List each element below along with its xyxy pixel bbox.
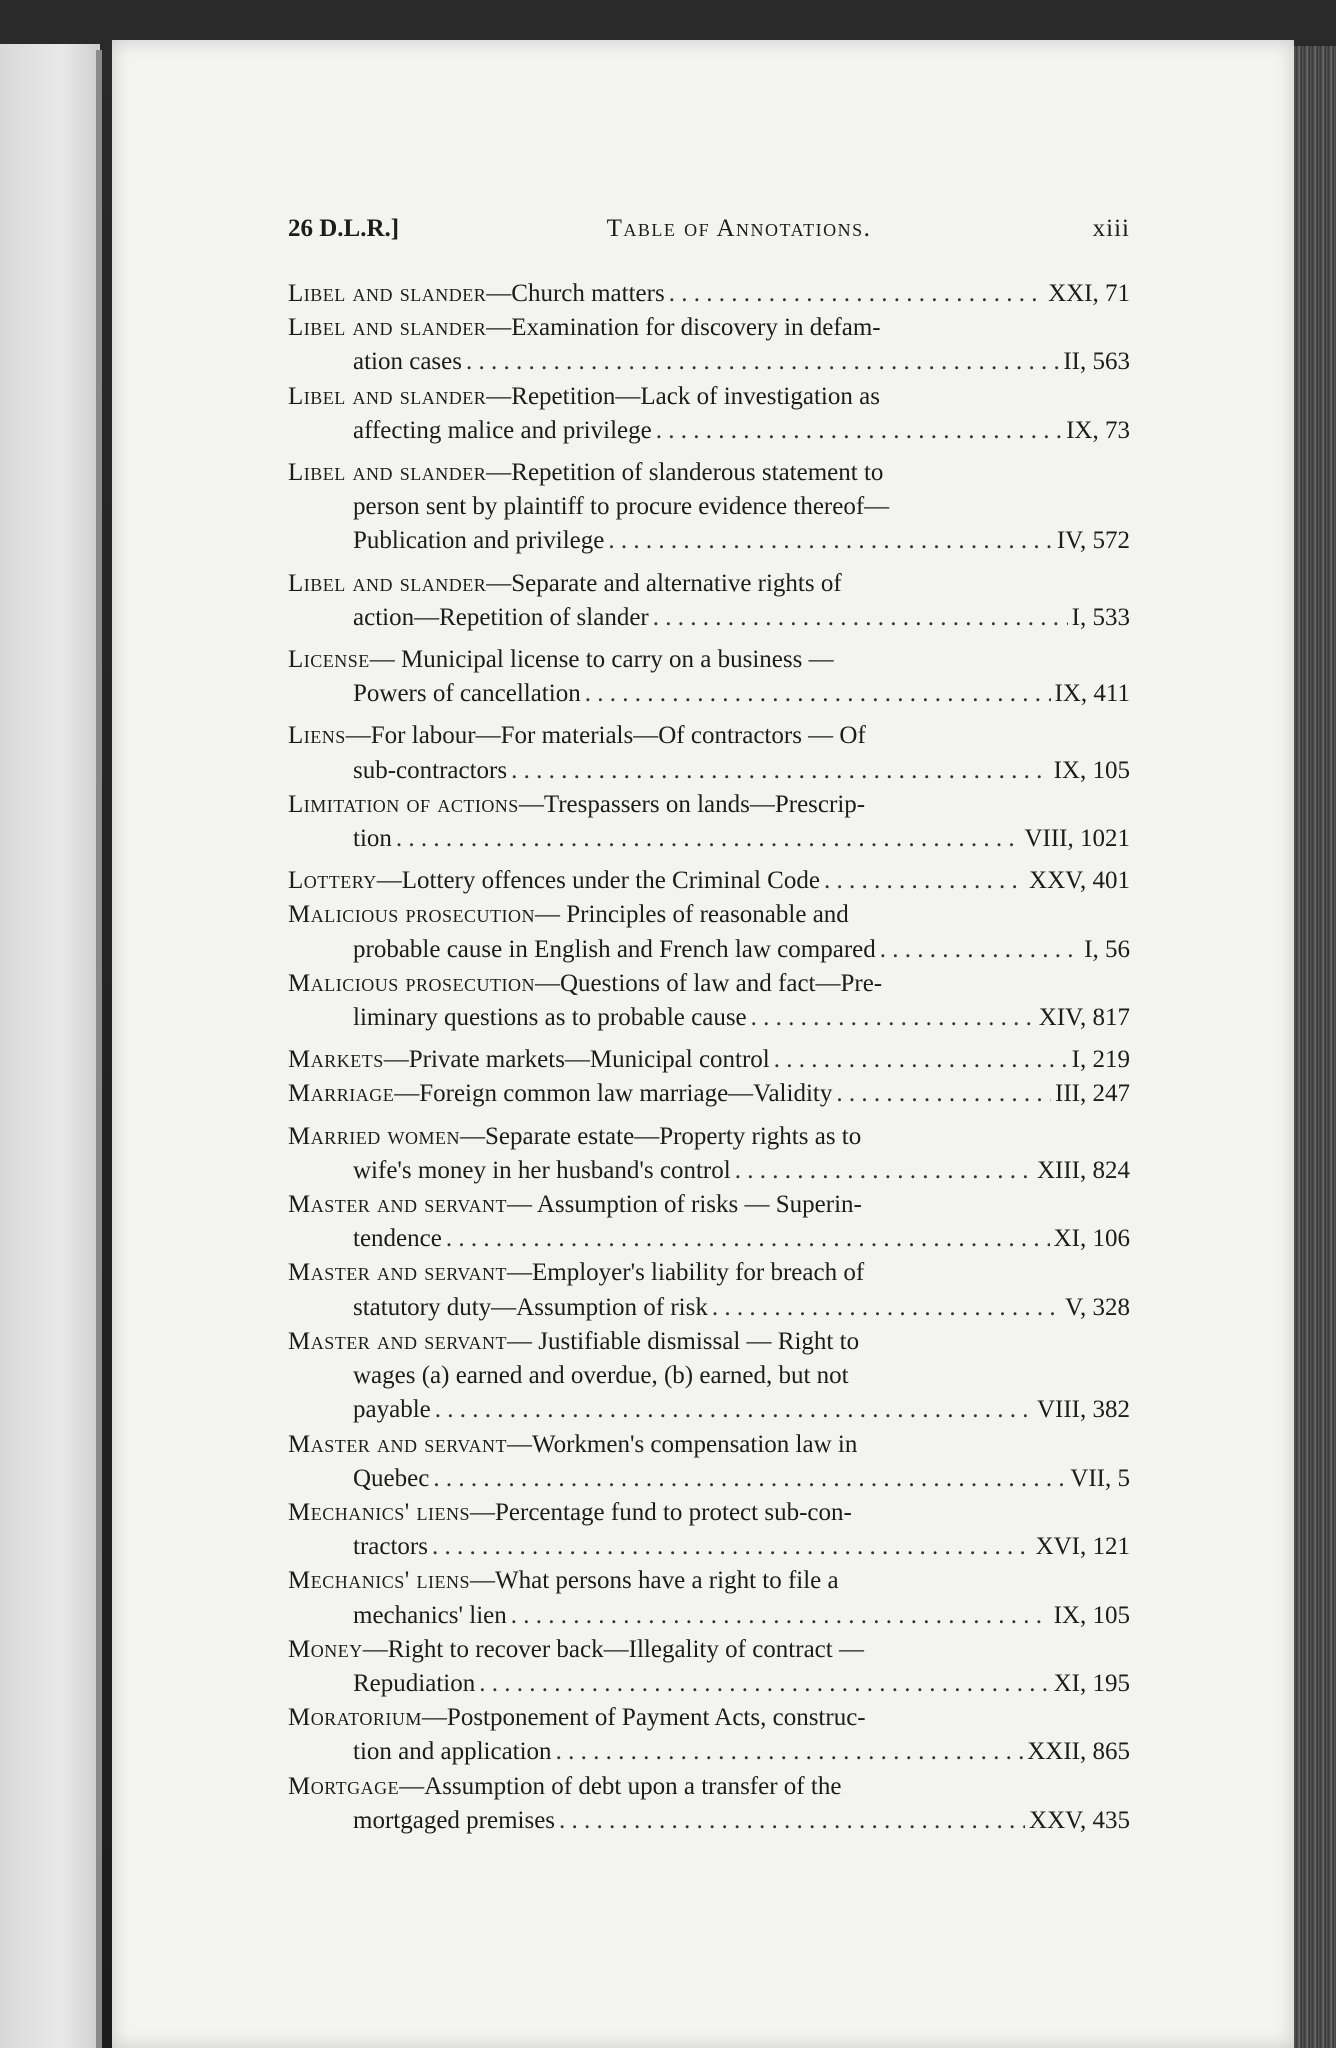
entry-first-line xyxy=(288,864,1130,898)
volume-page-reference: XI, 106 xyxy=(1053,1225,1130,1253)
entry-description: —Separate and alternative rights of xyxy=(486,569,842,597)
entry-description-continued: tractors xyxy=(353,1533,428,1561)
annotation-entry xyxy=(288,311,1130,379)
dot-leader xyxy=(585,677,1051,711)
entry-description-continued: wages (a) earned and overdue, (b) earned, but not xyxy=(353,1362,849,1390)
entry-description-continued: tion and application xyxy=(353,1738,552,1766)
volume-page-reference: VIII, 1021 xyxy=(1024,825,1130,853)
dot-leader xyxy=(608,524,1052,558)
entry-first-line xyxy=(288,1701,1130,1735)
entry-description: —Separate estate—Property rights as to xyxy=(459,1122,862,1150)
dot-leader xyxy=(466,345,1059,379)
entry-description: —Repetition of slanderous statement to xyxy=(486,459,884,487)
entry-continuation-line xyxy=(288,1393,1130,1427)
volume-page-reference: III, 247 xyxy=(1055,1080,1130,1108)
entry-description-continued: affecting malice and privilege xyxy=(353,416,652,444)
entry-first-line xyxy=(288,898,1130,932)
dot-leader xyxy=(751,1001,1035,1035)
annotation-entry xyxy=(288,1701,1130,1769)
entry-description: — Assumption of risks — Superin- xyxy=(506,1191,862,1219)
entry-description: —Postponement of Payment Acts, construc- xyxy=(421,1704,866,1732)
entry-continuation-line xyxy=(288,1001,1130,1035)
annotation-entry xyxy=(288,719,1130,787)
entry-continuation-line xyxy=(288,754,1130,788)
entry-first-line xyxy=(288,1770,1130,1804)
entry-description: —For labour—For materials—Of contractors — Of xyxy=(345,722,866,750)
entry-continuation-line xyxy=(288,1804,1130,1838)
entry-continuation-line xyxy=(288,1667,1130,1701)
entry-description-continued: liminary questions as to probable cause xyxy=(353,1004,747,1032)
volume-page-reference: XI, 195 xyxy=(1053,1669,1130,1697)
volume-page-reference: IV, 572 xyxy=(1056,527,1130,555)
volume-reference: 26 D.L.R.] xyxy=(288,215,400,242)
entry-first-line xyxy=(288,1564,1130,1598)
entry-first-line xyxy=(288,567,1130,601)
entry-subject: Libel and slander xyxy=(288,314,487,342)
entry-continuation-line xyxy=(288,677,1130,711)
annotation-entry xyxy=(288,380,1130,448)
entry-first-line xyxy=(288,1325,1130,1359)
entry-first-line xyxy=(288,456,1130,490)
entry-first-line xyxy=(288,1188,1130,1222)
entry-continuation-line xyxy=(288,1222,1130,1256)
dot-leader xyxy=(446,1222,1050,1256)
annotation-entry xyxy=(288,1043,1130,1077)
page-number: xiii xyxy=(1092,215,1130,242)
entry-subject: Malicious prosecution xyxy=(288,901,535,929)
annotation-list xyxy=(288,277,1130,1838)
page-title: Table of Annotations. xyxy=(606,215,872,242)
dot-leader xyxy=(735,1154,1033,1188)
entry-subject: Lottery xyxy=(288,867,377,895)
entry-subject: Liens xyxy=(288,722,346,750)
entry-description-continued: wife's money in her husband's control xyxy=(353,1156,731,1184)
dot-leader xyxy=(824,864,1025,898)
entry-first-line xyxy=(288,1633,1130,1667)
entry-subject: Money xyxy=(288,1635,363,1663)
entry-subject: Libel and slander xyxy=(288,280,487,307)
entry-continuation-line xyxy=(288,1599,1130,1633)
annotation-entry xyxy=(288,277,1130,311)
dot-leader xyxy=(669,277,1044,311)
volume-page-reference: XXV, 435 xyxy=(1029,1806,1130,1834)
dot-leader xyxy=(511,754,1049,788)
entry-description-continued: payable xyxy=(353,1396,431,1424)
entry-first-line xyxy=(288,643,1130,677)
volume-page-reference: I, 219 xyxy=(1071,1046,1130,1074)
running-header xyxy=(288,215,1130,255)
dot-leader xyxy=(511,1599,1050,1633)
annotation-entry xyxy=(288,1325,1130,1428)
entry-first-line xyxy=(288,719,1130,753)
annotation-entry xyxy=(288,1770,1130,1838)
dot-leader xyxy=(435,1393,1033,1427)
entry-continuation-line xyxy=(288,345,1130,379)
entry-subject: Markets xyxy=(288,1046,384,1074)
entry-continuation-line xyxy=(288,1735,1130,1769)
entry-continuation-line xyxy=(288,1291,1130,1325)
dot-leader xyxy=(432,1530,1032,1564)
volume-page-reference: I, 533 xyxy=(1071,603,1130,631)
entry-description: —Percentage fund to protect sub-con- xyxy=(470,1498,852,1526)
dot-leader xyxy=(880,933,1080,967)
volume-page-reference: XXII, 865 xyxy=(1027,1738,1130,1766)
entry-description: —Trespassers on lands—Prescrip- xyxy=(518,790,866,818)
entry-description: —Lottery offences under the Criminal Code xyxy=(376,867,820,895)
entry-continuation-line xyxy=(288,1530,1130,1564)
entry-continuation-line xyxy=(288,1462,1130,1496)
dot-leader xyxy=(712,1291,1061,1325)
entry-subject: Libel and slander xyxy=(288,459,487,487)
entry-description-continued: Powers of cancellation xyxy=(353,680,581,708)
annotation-entry xyxy=(288,864,1130,898)
annotation-entry xyxy=(288,1188,1130,1256)
entry-subject: Malicious prosecution xyxy=(288,969,535,997)
annotation-entry xyxy=(288,1428,1130,1496)
entry-description: —Questions of law and fact—Pre- xyxy=(535,969,883,997)
entry-description-continued: Quebec xyxy=(353,1464,430,1492)
entry-description-continued: statutory duty—Assumption of risk xyxy=(353,1293,708,1321)
entry-subject: Libel and slander xyxy=(288,569,487,597)
entry-continuation-line xyxy=(288,933,1130,967)
entry-description-continued: tion xyxy=(353,825,392,853)
volume-page-reference: IX, 105 xyxy=(1053,756,1130,784)
annotation-entry xyxy=(288,456,1130,559)
annotation-entry xyxy=(288,788,1130,856)
entry-description-continued: tendence xyxy=(353,1225,442,1253)
entry-description-continued: mortgaged premises xyxy=(353,1806,556,1834)
entry-first-line xyxy=(288,1077,1130,1111)
entry-description: —Workmen's compensation law in xyxy=(506,1430,858,1458)
entry-description: —Repetition—Lack of investigation as xyxy=(486,382,880,410)
annotation-entry xyxy=(288,1633,1130,1701)
entry-description: —Foreign common law marriage—Validity xyxy=(394,1080,833,1108)
volume-page-reference: IX, 105 xyxy=(1053,1601,1130,1629)
volume-page-reference: I, 56 xyxy=(1084,935,1130,963)
entry-description: —Assumption of debt upon a transfer of the xyxy=(399,1772,842,1800)
left-page-margin xyxy=(0,44,100,2048)
entry-first-line xyxy=(288,967,1130,1001)
entry-description-continued: sub-contractors xyxy=(353,756,508,784)
entry-first-line xyxy=(288,788,1130,822)
annotation-entry xyxy=(288,1256,1130,1324)
annotation-entry xyxy=(288,1077,1130,1111)
annotation-entry xyxy=(288,1120,1130,1188)
page-edges xyxy=(1294,46,1336,2048)
entry-subject: Master and servant xyxy=(288,1259,507,1287)
dot-leader xyxy=(653,601,1068,635)
annotation-entry xyxy=(288,898,1130,966)
entry-continuation-line xyxy=(288,822,1130,856)
entry-description: — Justifiable dismissal — Right to xyxy=(506,1327,860,1355)
volume-page-reference: VIII, 382 xyxy=(1036,1396,1130,1424)
entry-continuation-line xyxy=(288,601,1130,635)
dot-leader xyxy=(433,1462,1066,1496)
dot-leader xyxy=(774,1043,1068,1077)
dot-leader xyxy=(656,414,1062,448)
entry-subject: Mechanics' liens xyxy=(288,1498,470,1526)
entry-description: —Employer's liability for breach of xyxy=(506,1259,865,1287)
entry-continuation-line xyxy=(288,1359,1130,1393)
dot-leader xyxy=(556,1735,1024,1769)
entry-description: — Principles of reasonable and xyxy=(535,901,849,929)
entry-description: —Private markets—Municipal control xyxy=(383,1046,770,1074)
entry-description-continued: Publication and privilege xyxy=(353,527,605,555)
entry-continuation-line xyxy=(288,490,1130,524)
entry-description: — Municipal license to carry on a business — xyxy=(369,646,834,674)
entry-subject: Mortgage xyxy=(288,1772,400,1800)
volume-page-reference: IX, 73 xyxy=(1066,416,1130,444)
entry-continuation-line xyxy=(288,414,1130,448)
book-gutter xyxy=(96,50,102,2048)
annotation-entry xyxy=(288,643,1130,711)
dot-leader xyxy=(836,1077,1051,1111)
entry-description-continued: Repudiation xyxy=(353,1669,476,1697)
entry-first-line xyxy=(288,380,1130,414)
annotation-entry xyxy=(288,1496,1130,1564)
entry-subject: Master and servant xyxy=(288,1430,507,1458)
dot-leader xyxy=(396,822,1021,856)
entry-description-continued: mechanics' lien xyxy=(353,1601,507,1629)
entry-description: —Right to recover back—Illegality of contract — xyxy=(362,1635,864,1663)
volume-page-reference: XIII, 824 xyxy=(1036,1156,1130,1184)
entry-subject: Master and servant xyxy=(288,1327,507,1355)
entry-description: —Church matters xyxy=(486,280,665,307)
entry-first-line xyxy=(288,1496,1130,1530)
annotation-entry xyxy=(288,967,1130,1035)
volume-page-reference: XXV, 401 xyxy=(1029,867,1130,895)
volume-page-reference: XVI, 121 xyxy=(1035,1533,1130,1561)
entry-subject: Moratorium xyxy=(288,1704,422,1732)
entry-first-line xyxy=(288,277,1130,311)
volume-page-reference: II, 563 xyxy=(1063,348,1130,376)
entry-description: —What persons have a right to file a xyxy=(470,1567,839,1595)
volume-page-reference: VII, 5 xyxy=(1070,1464,1130,1492)
dot-leader xyxy=(559,1804,1025,1838)
entry-description-continued: person sent by plaintiff to procure evidence thereof— xyxy=(353,493,890,521)
volume-page-reference: V, 328 xyxy=(1065,1293,1130,1321)
entry-subject: Mechanics' liens xyxy=(288,1567,470,1595)
entry-first-line xyxy=(288,1043,1130,1077)
annotation-entry xyxy=(288,567,1130,635)
entry-subject: License xyxy=(288,646,370,674)
entry-first-line xyxy=(288,1256,1130,1290)
annotation-entry xyxy=(288,1564,1130,1632)
entry-subject: Master and servant xyxy=(288,1191,507,1219)
entry-description-continued: ation cases xyxy=(353,348,462,376)
entry-first-line xyxy=(288,1428,1130,1462)
entry-description-continued: probable cause in English and French law compared xyxy=(353,935,876,963)
page-content xyxy=(288,215,1130,1838)
entry-continuation-line xyxy=(288,1154,1130,1188)
dot-leader xyxy=(479,1667,1049,1701)
entry-continuation-line xyxy=(288,524,1130,558)
volume-page-reference: XIV, 817 xyxy=(1038,1004,1130,1032)
entry-subject: Married women xyxy=(288,1122,460,1150)
entry-first-line xyxy=(288,1120,1130,1154)
entry-subject: Marriage xyxy=(288,1080,395,1108)
entry-description: —Examination for discovery in defam- xyxy=(486,314,881,342)
entry-description-continued: action—Repetition of slander xyxy=(353,603,649,631)
entry-subject: Limitation of actions xyxy=(288,790,519,818)
entry-first-line xyxy=(288,311,1130,345)
volume-page-reference: IX, 411 xyxy=(1054,680,1130,708)
volume-page-reference: XXI, 71 xyxy=(1048,280,1130,307)
entry-subject: Libel and slander xyxy=(288,382,487,410)
